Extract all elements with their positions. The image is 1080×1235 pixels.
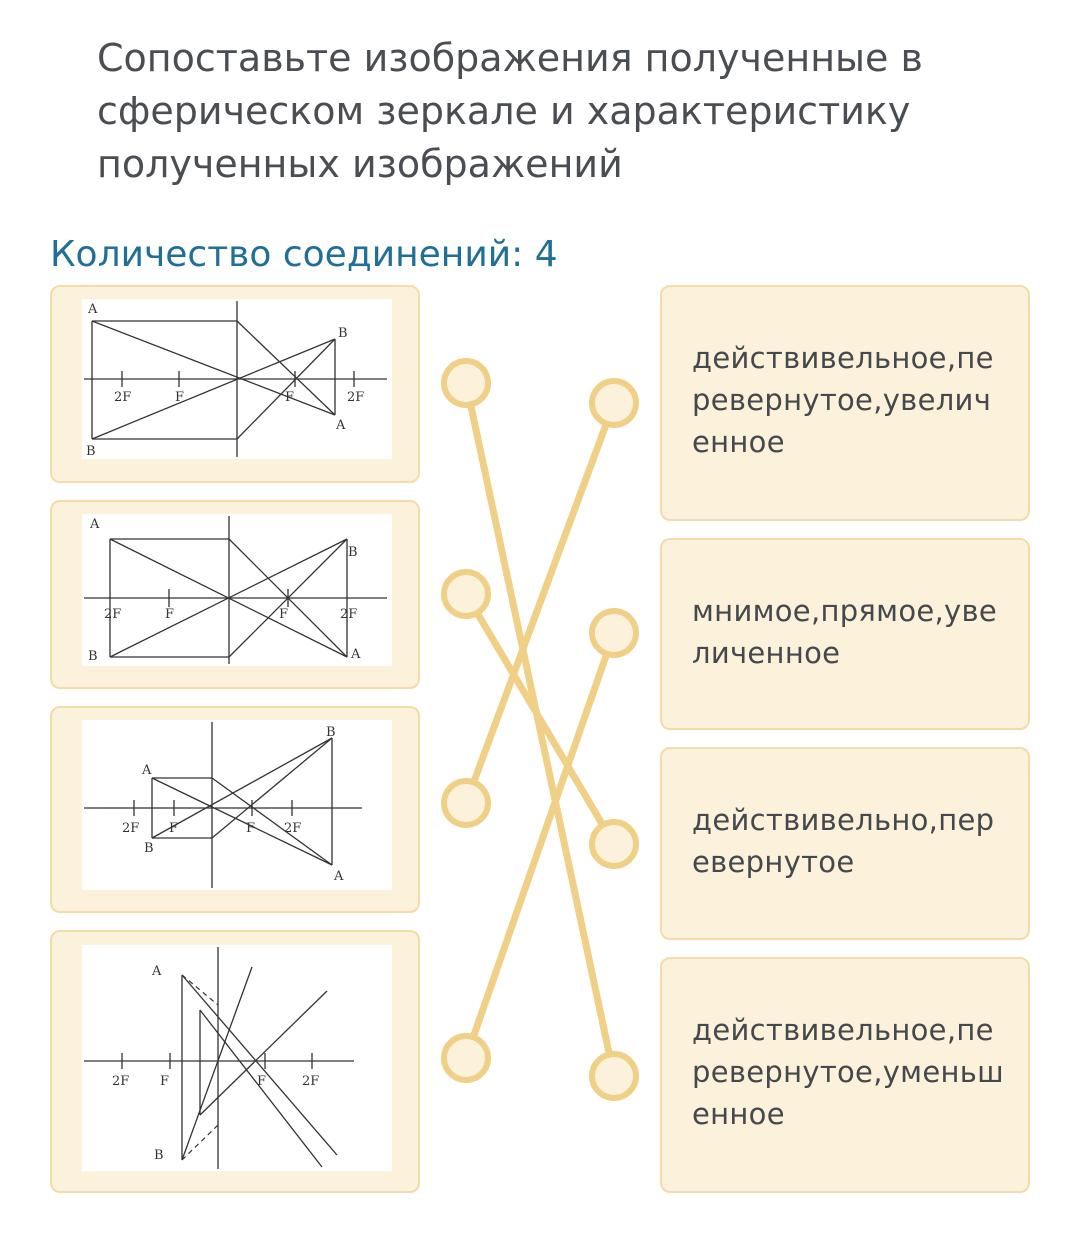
label-a-prime: A [336, 418, 346, 433]
diagram-1 [82, 299, 392, 459]
right-item-label: действивельно,перевернутое [692, 803, 995, 879]
label-b-prime: B [326, 725, 336, 740]
label-a: A [88, 302, 98, 317]
label-b-prime: B [154, 1148, 164, 1163]
diagram-3 [82, 720, 392, 890]
left-node-3[interactable] [441, 778, 491, 828]
right-item-3[interactable] [660, 747, 1030, 940]
label-f-right: F [246, 821, 256, 836]
left-item-1[interactable] [50, 285, 420, 483]
label-a-prime: A [152, 964, 162, 979]
label-f-right: F [279, 607, 289, 622]
left-node-2[interactable] [441, 569, 491, 619]
right-item-4[interactable] [660, 957, 1030, 1193]
label-f-right: F [285, 390, 295, 405]
right-node-2[interactable] [589, 608, 639, 658]
left-node-1[interactable] [441, 358, 491, 408]
label-2f-right: 2F [284, 821, 302, 836]
label-f-right: F [257, 1074, 267, 1089]
label-f-left: F [175, 390, 185, 405]
diagram-4 [82, 945, 392, 1171]
diagram-2 [82, 514, 392, 666]
right-node-1[interactable] [589, 378, 639, 428]
label-2f-right: 2F [302, 1074, 320, 1089]
label-b: B [144, 841, 154, 856]
label-2f-right: 2F [340, 607, 358, 622]
label-b: B [88, 649, 98, 664]
question-title: Сопоставьте изображения полученные в сферическом зеркале и характеристику полученных изображений [97, 36, 923, 186]
label-b-prime: B [338, 326, 348, 341]
label-a: A [142, 763, 152, 778]
right-item-2[interactable] [660, 538, 1030, 730]
label-a-prime: A [334, 869, 344, 884]
label-a-prime: A [351, 647, 361, 662]
label-f-left: F [169, 821, 179, 836]
label-2f-left: 2F [104, 607, 122, 622]
left-item-2[interactable] [50, 500, 420, 689]
right-item-label: мнимое,прямое,увеличенное [692, 594, 998, 670]
connections-counter: Количество соединений: 4 [50, 234, 558, 275]
connection-line-1 [466, 383, 614, 1076]
label-a: A [90, 517, 100, 532]
left-item-4[interactable] [50, 930, 420, 1193]
right-item-label: действивельное,перевернутое,увеличенное [692, 341, 994, 459]
label-f-left: F [165, 607, 175, 622]
label-2f-right: 2F [347, 390, 365, 405]
label-b: B [86, 444, 96, 459]
right-item-label: действивельное,перевернутое,уменьшенное [692, 1013, 1004, 1131]
label-2f-left: 2F [122, 821, 140, 836]
right-node-3[interactable] [589, 819, 639, 869]
right-node-4[interactable] [589, 1051, 639, 1101]
left-node-4[interactable] [441, 1033, 491, 1083]
label-b-prime: B [348, 545, 358, 560]
label-2f-left: 2F [114, 390, 132, 405]
left-item-3[interactable] [50, 706, 420, 913]
label-f-left: F [160, 1074, 170, 1089]
label-2f-left: 2F [112, 1074, 130, 1089]
right-item-1[interactable] [660, 285, 1030, 521]
